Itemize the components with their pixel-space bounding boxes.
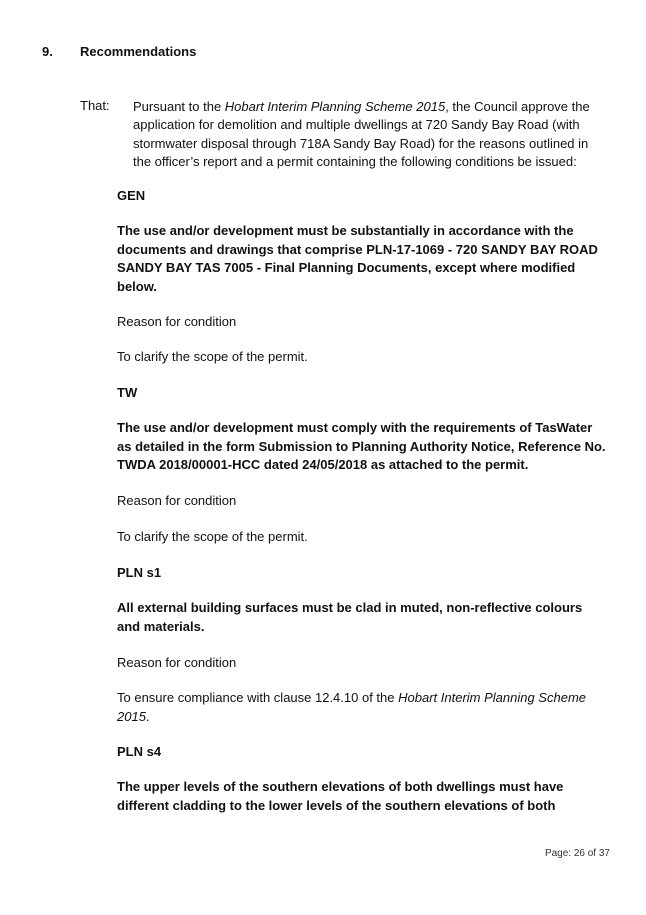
reason-text-pln-s1 — [117, 689, 607, 726]
section-number: 9. — [42, 44, 53, 59]
intro-paragraph — [133, 98, 603, 171]
reason-label-tw: Reason for condition — [117, 493, 237, 508]
reason-post: . — [145, 708, 150, 724]
condition-text-pln-s4: The upper levels of the southern elevations of both dwellings must have different cladding to the lower levels of the southern elevations of both — [117, 779, 564, 813]
page-number: Page: 26 of 37 — [544, 848, 610, 859]
condition-code-pln-s4: PLN s4 — [117, 744, 162, 759]
reason-scheme-name: Hobart Interim Planning Scheme 2015 — [117, 690, 586, 724]
reason-label-pln-s1: Reason for condition — [117, 655, 237, 670]
intro-post: , the Council approve the application for demolition and multiple dwellings at 720 Sandy Bay Road (with stormwater disposal through 718A Sandy Bay Road) for the reasons outlined in the officer’s report and a permit containing the following conditions be issued: — [133, 99, 590, 169]
condition-code-pln-s1: PLN s1 — [117, 565, 162, 580]
intro-pre: Pursuant to the — [133, 99, 225, 114]
reason-label-gen: Reason for condition — [117, 314, 237, 329]
reason-text-gen: To clarify the scope of the permit. — [117, 349, 308, 364]
condition-text-tw: The use and/or development must comply with the requirements of TasWater as detailed in the form Submission to Planning Authority Notice, Reference No. TWDA 2018/00001-HCC dated 24/05/2018 as attached to the permit. — [117, 420, 606, 472]
condition-code-gen: GEN — [117, 188, 146, 203]
reason-pre: To ensure compliance with clause 12.4.10 of the — [117, 690, 399, 705]
scheme-name: Hobart Interim Planning Scheme 2015 — [224, 99, 446, 114]
section-title: Recommendations — [80, 44, 197, 59]
condition-text-pln-s1: All external building surfaces must be clad in muted, non-reflective colours and materials. — [117, 600, 583, 634]
that-label: That: — [80, 98, 110, 113]
reason-text-tw: To clarify the scope of the permit. — [117, 529, 308, 544]
condition-text-gen: The use and/or development must be substantially in accordance with the documents and drawings that comprise PLN-17-1069 - 720 SANDY BAY ROAD SANDY BAY TAS 7005 - Final Planning Documents, except where modified below. — [117, 223, 598, 294]
condition-code-tw: TW — [117, 385, 138, 400]
